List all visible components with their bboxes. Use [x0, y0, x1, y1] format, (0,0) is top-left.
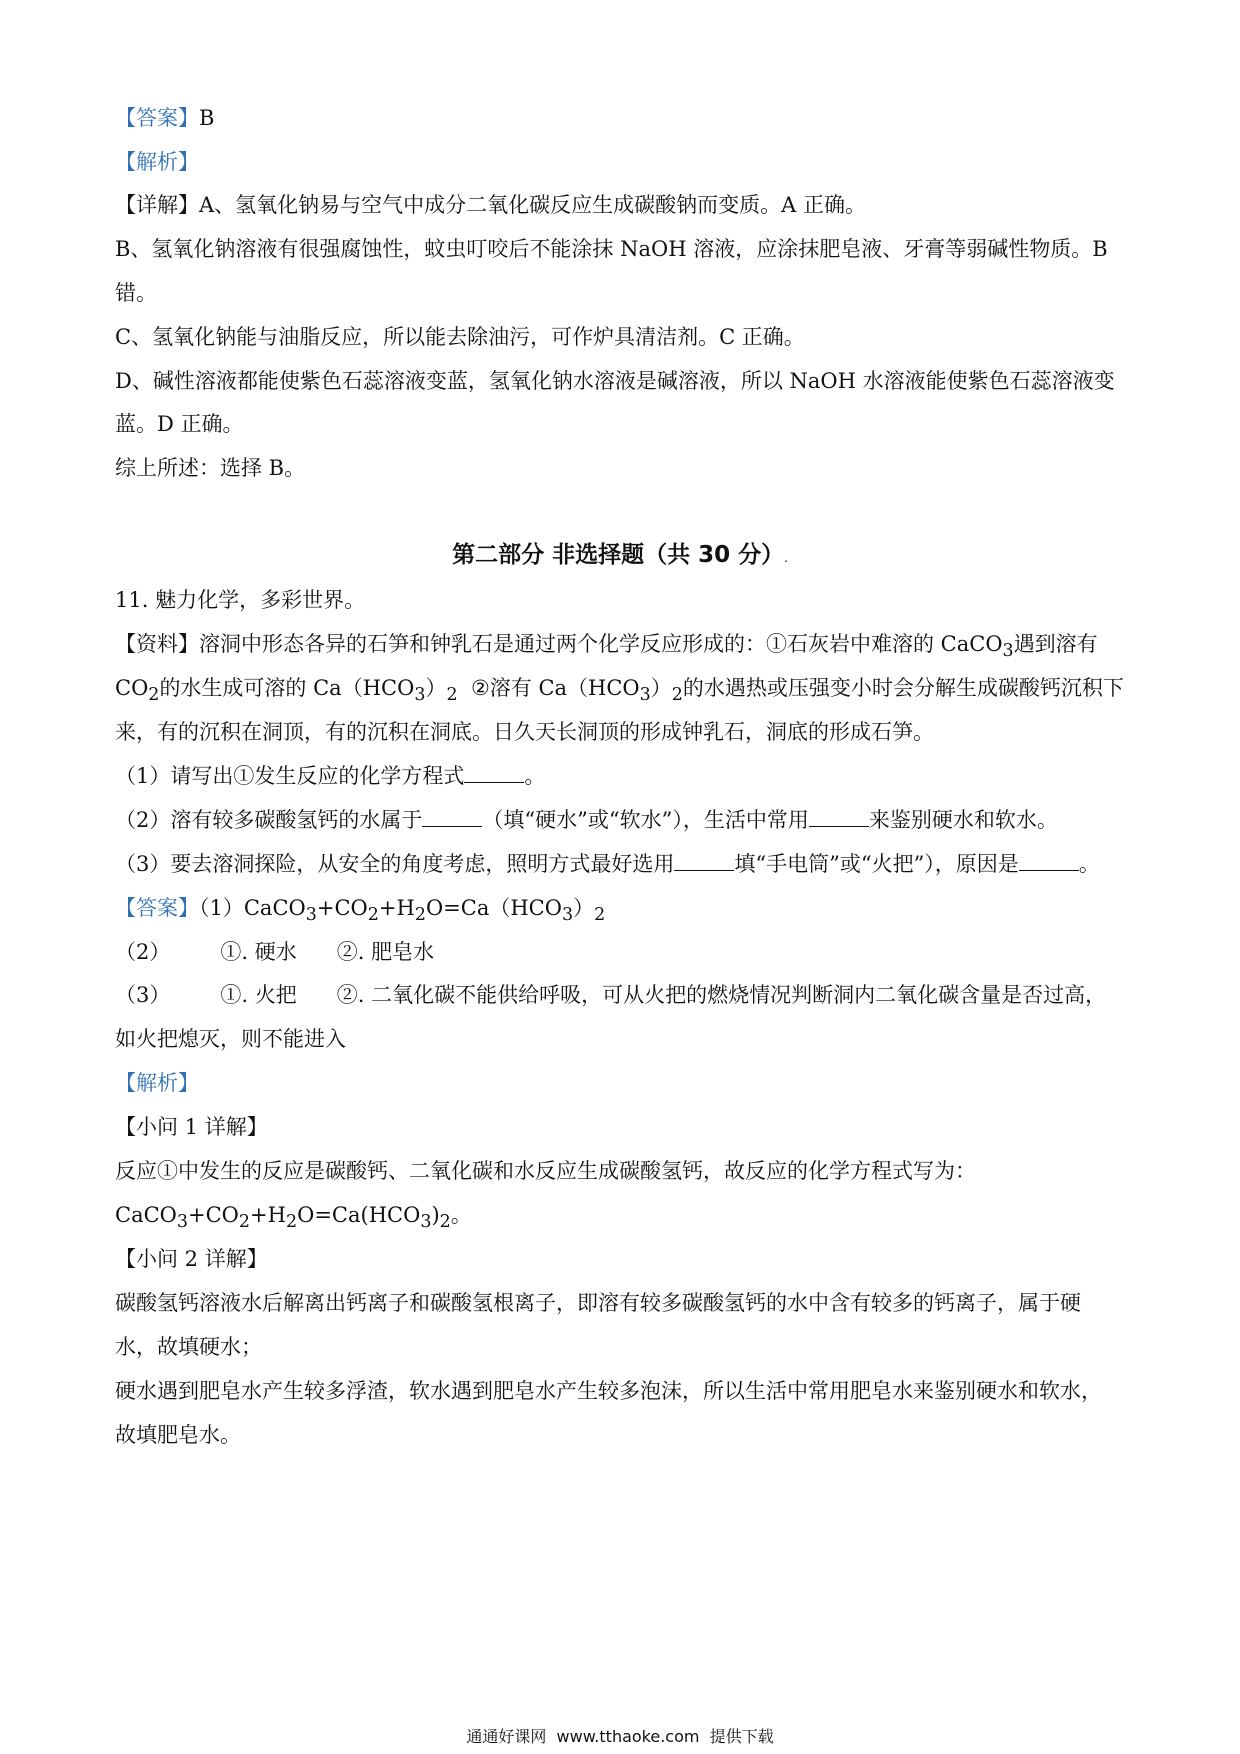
- analysis2-tag: 【解析】: [115, 1071, 199, 1095]
- section-title: 第二部分 非选择题（共 30 分）.: [452, 542, 788, 568]
- material-line-2: $CO_2$的水生成可溶的 $Ca(HCO_3)_2$ ②溶有 $Ca(HCO_3)_2$的水遇热或压强变小时会分解生成碳酸钙沉积下: [115, 676, 1124, 706]
- blank-4: [674, 852, 734, 871]
- sub2-tag: 【小问 2 详解】: [115, 1247, 268, 1271]
- sub2-line-4: 故填肥皂水。: [115, 1423, 241, 1447]
- question-part-2: （2）溶有较多碳酸氢钙的水属于 （填“硬水”或“软水”），生活中常用 来鉴别硬水和软水。: [115, 808, 1058, 832]
- sub1-tag: 【小问 1 详解】: [115, 1115, 268, 1139]
- material-line-1: 【资料】溶洞中形态各异的石笋和钟乳石是通过两个化学反应形成的：①石灰岩中难溶的 CaCO$_3$遇到溶有: [115, 632, 1098, 662]
- sub1-equation: $CaCO_3+CO_2+H_2O=Ca(HCO_3)_2$。: [115, 1203, 472, 1233]
- answer2-line-2: （2） ①. 硬水 ②. 肥皂水: [115, 940, 435, 964]
- blank-2: [422, 808, 482, 827]
- blank-1: [464, 764, 524, 783]
- sub2-line-2: 水，故填硬水；: [115, 1335, 262, 1359]
- answer-tag: 【答案】: [115, 106, 199, 130]
- question-part-3: （3）要去溶洞探险，从安全的角度考虑，照明方式最好选用 填“手电筒”或“火把”），原因是 。: [115, 852, 1100, 876]
- answer-line: [115, 103, 1140, 133]
- detail-tag: 【详解】: [115, 193, 199, 217]
- sub1-text: 反应①中发生的反应是碳酸钙、二氧化碳和水反应生成碳酸氢钙，故反应的化学方程式写为：: [115, 1159, 976, 1183]
- answer-value: B: [199, 106, 215, 130]
- detail-line-a: 【详解】A、氢氧化钠易与空气中成分二氧化碳反应生成碳酸钠而变质。A 正确。: [115, 193, 867, 217]
- question-part-1: （1）请写出①发生反应的化学方程式 。: [115, 764, 546, 788]
- answer2-line-3: （3） ①. 火把 ②. 二氧化碳不能供给呼吸，可从火把的燃烧情况判断洞内二氧化碳含量是否过高，: [115, 983, 1107, 1007]
- answer2-tag: 【答案】: [115, 896, 199, 920]
- answer2-line-4: 如火把熄灭，则不能进入: [115, 1027, 346, 1051]
- blank-5: [1019, 852, 1079, 871]
- footer-watermark: 通通好课网 www.tthaoke.com 提供下载: [466, 1727, 774, 1746]
- detail-line-d1: D、碱性溶液都能使紫色石蕊溶液变蓝，氢氧化钠水溶液是碱溶液，所以 NaOH 水溶液能使紫色石蕊溶液变: [115, 369, 1115, 393]
- material-line-3: 来，有的沉积在洞顶，有的沉积在洞底。日久天长洞顶的形成钟乳石，洞底的形成石笋。: [115, 720, 934, 744]
- sub2-line-1: 碳酸氢钙溶液水后解离出钙离子和碳酸氢根离子，即溶有较多碳酸氢钙的水中含有较多的钙离子，属于硬: [115, 1291, 1081, 1315]
- question-number: 11. 魅力化学，多彩世界。: [115, 588, 366, 612]
- answer2-line-1: 【答案】$(1)CaCO_3+CO_2+H_2O=Ca(HCO_3)_2$: [115, 896, 606, 926]
- detail-line-b1: B、氢氧化钠溶液有很强腐蚀性，蚊虫叮咬后不能涂抹 NaOH 溶液，应涂抹肥皂液、牙膏等弱碱性物质。B: [115, 237, 1108, 261]
- detail-line-b2: 错。: [115, 281, 157, 305]
- analysis-tag: 【解析】: [115, 150, 199, 174]
- summary-line: 综上所述：选择 B。: [115, 456, 306, 480]
- sub2-line-3: 硬水遇到肥皂水产生较多浮渣，软水遇到肥皂水产生较多泡沫，所以生活中常用肥皂水来鉴别硬水和软水，: [115, 1379, 1102, 1403]
- blank-3: [809, 808, 869, 827]
- detail-line-d2: 蓝。D 正确。: [115, 412, 244, 436]
- detail-line-c: C、氢氧化钠能与油脂反应，所以能去除油污，可作炉具清洁剂。C 正确。: [115, 325, 805, 349]
